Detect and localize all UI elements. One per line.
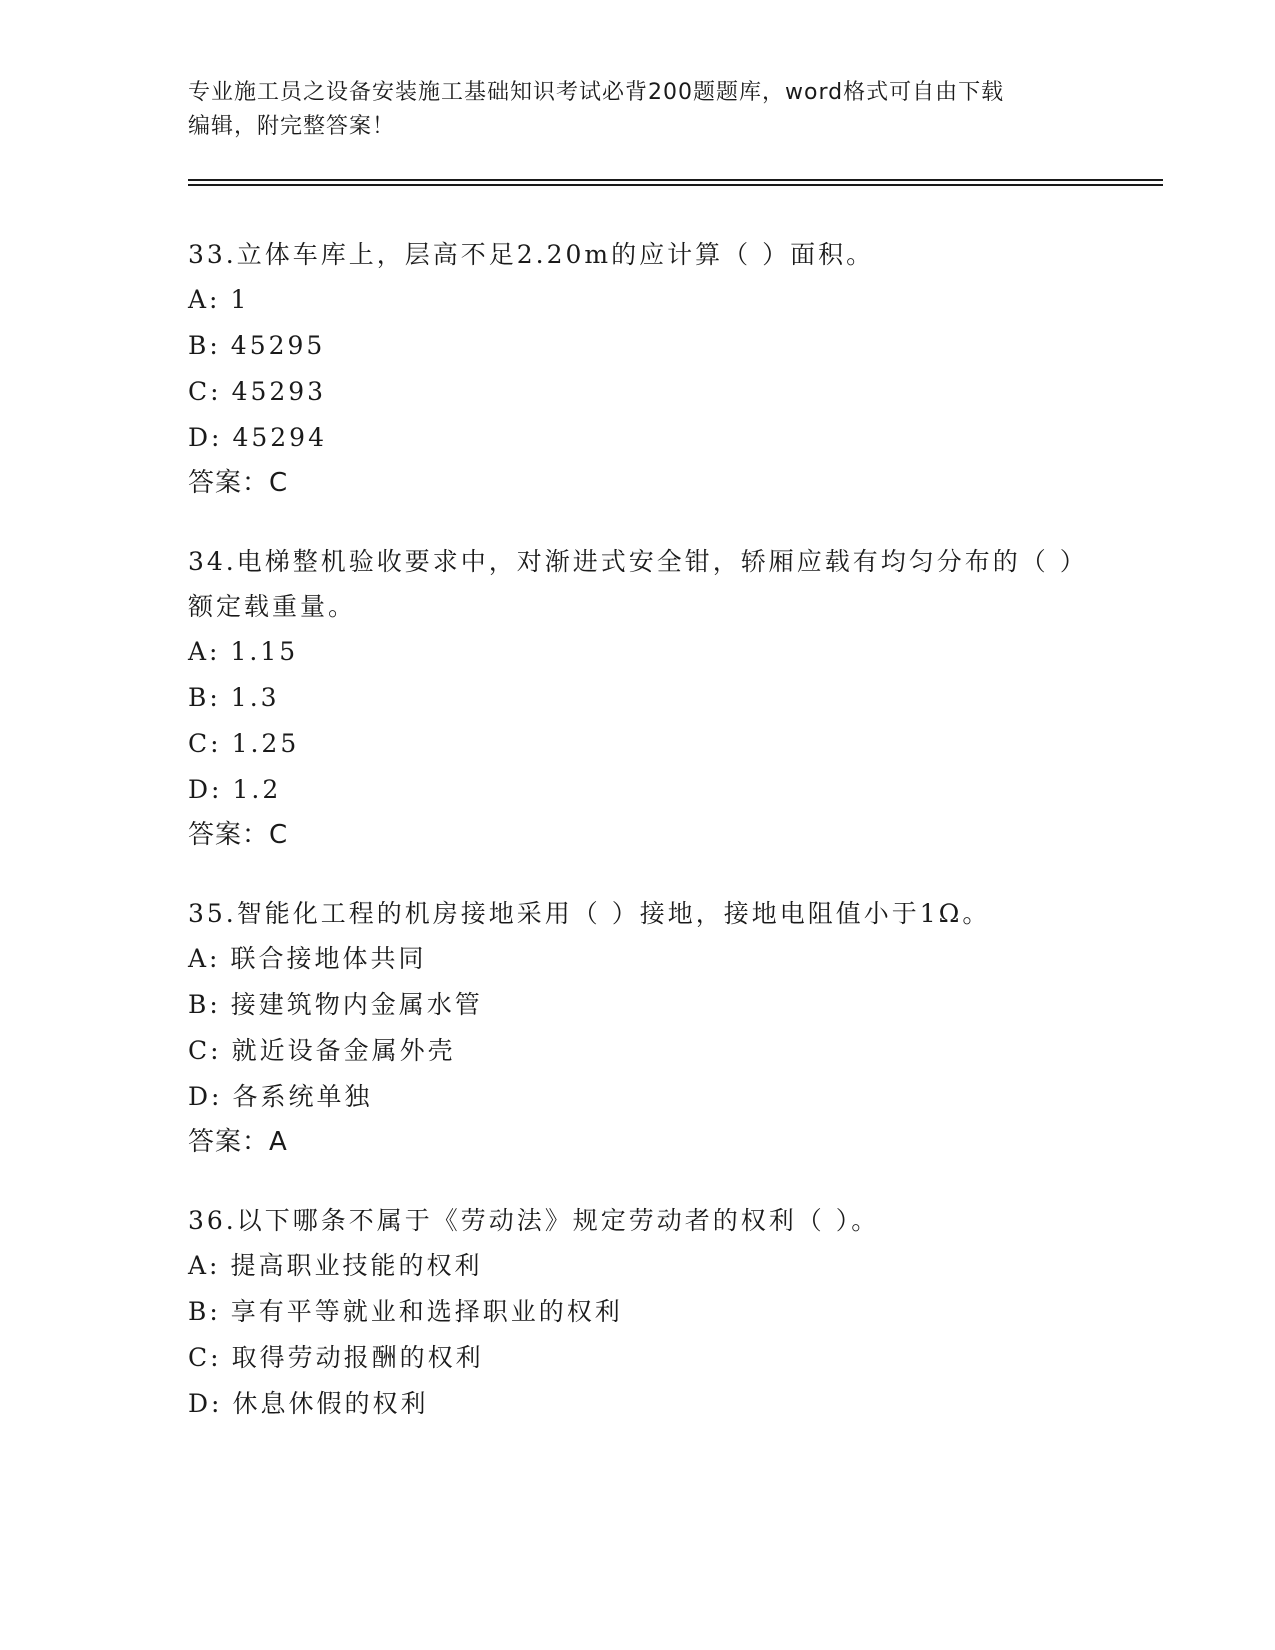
option-text: 休息休假的权利 — [232, 1389, 429, 1418]
option-letter: A: — [188, 285, 221, 314]
option-text: 就近设备金属外壳 — [231, 1036, 456, 1065]
option-text: 1.15 — [230, 637, 299, 666]
header-divider-top — [188, 179, 1163, 181]
option-letter: B: — [188, 331, 221, 360]
question-stem: 36.以下哪条不属于《劳动法》规定劳动者的权利（ ）。 — [188, 1206, 880, 1235]
question-stem: 35.智能化工程的机房接地采用（ ）接地，接地电阻值小于1Ω。 — [188, 899, 991, 928]
option-d — [188, 767, 1108, 813]
option-letter: D: — [188, 1082, 223, 1111]
option-d — [188, 1381, 1108, 1427]
question-list — [188, 232, 1108, 1461]
question-35 — [188, 891, 1108, 1164]
option-text: 1.3 — [230, 683, 280, 712]
header-line-2: 编辑，附完整答案！ — [188, 114, 396, 139]
option-d — [188, 1074, 1108, 1120]
question-stem: 34.电梯整机验收要求中，对渐进式安全钳，轿厢应载有均匀分布的（ ）额定载重量。 — [188, 547, 1088, 621]
option-c — [188, 1335, 1108, 1381]
question-36 — [188, 1198, 1108, 1427]
option-text: 享有平等就业和选择职业的权利 — [230, 1297, 623, 1326]
option-text: 45294 — [232, 423, 327, 452]
option-text: 各系统单独 — [232, 1082, 373, 1111]
option-letter: B: — [188, 990, 221, 1019]
option-d — [188, 415, 1108, 461]
option-c — [188, 1028, 1108, 1074]
option-a — [188, 629, 1108, 675]
option-a — [188, 1243, 1108, 1289]
option-a — [188, 277, 1108, 323]
option-text: 45295 — [230, 331, 326, 360]
option-letter: B: — [188, 683, 221, 712]
header-line-1: 专业施工员之设备安装施工基础知识考试必背200题题库，word格式可自由下载 — [188, 80, 1005, 105]
option-letter: A: — [188, 637, 221, 666]
option-c — [188, 721, 1108, 767]
option-b — [188, 982, 1108, 1028]
option-b — [188, 675, 1108, 721]
option-letter: B: — [188, 1297, 221, 1326]
option-b — [188, 1289, 1108, 1335]
question-stem: 33.立体车库上，层高不足2.20m的应计算（ ）面积。 — [188, 240, 875, 269]
option-b — [188, 323, 1108, 369]
option-text: 1.2 — [232, 775, 282, 804]
header-divider-bottom — [188, 184, 1163, 186]
option-letter: C: — [188, 1343, 222, 1372]
option-letter: D: — [188, 423, 223, 452]
option-text: 联合接地体共同 — [230, 944, 427, 973]
option-text: 提高职业技能的权利 — [230, 1251, 483, 1280]
option-a — [188, 936, 1108, 982]
option-letter: D: — [188, 775, 223, 804]
option-letter: C: — [188, 729, 222, 758]
option-letter: C: — [188, 377, 222, 406]
answer-line: 答案：C — [188, 820, 289, 850]
answer-line: 答案：A — [188, 1127, 288, 1157]
option-text: 45293 — [231, 377, 327, 406]
question-34 — [188, 539, 1108, 857]
option-letter: A: — [188, 944, 221, 973]
option-letter: A: — [188, 1251, 221, 1280]
option-text: 取得劳动报酬的权利 — [231, 1343, 484, 1372]
question-33 — [188, 232, 1108, 505]
option-letter: D: — [188, 1389, 223, 1418]
option-text: 接建筑物内金属水管 — [230, 990, 483, 1019]
option-c — [188, 369, 1108, 415]
option-letter: C: — [188, 1036, 222, 1065]
option-text: 1 — [230, 285, 250, 314]
option-text: 1.25 — [231, 729, 300, 758]
answer-line: 答案：C — [188, 468, 289, 498]
document-header — [188, 76, 1088, 144]
